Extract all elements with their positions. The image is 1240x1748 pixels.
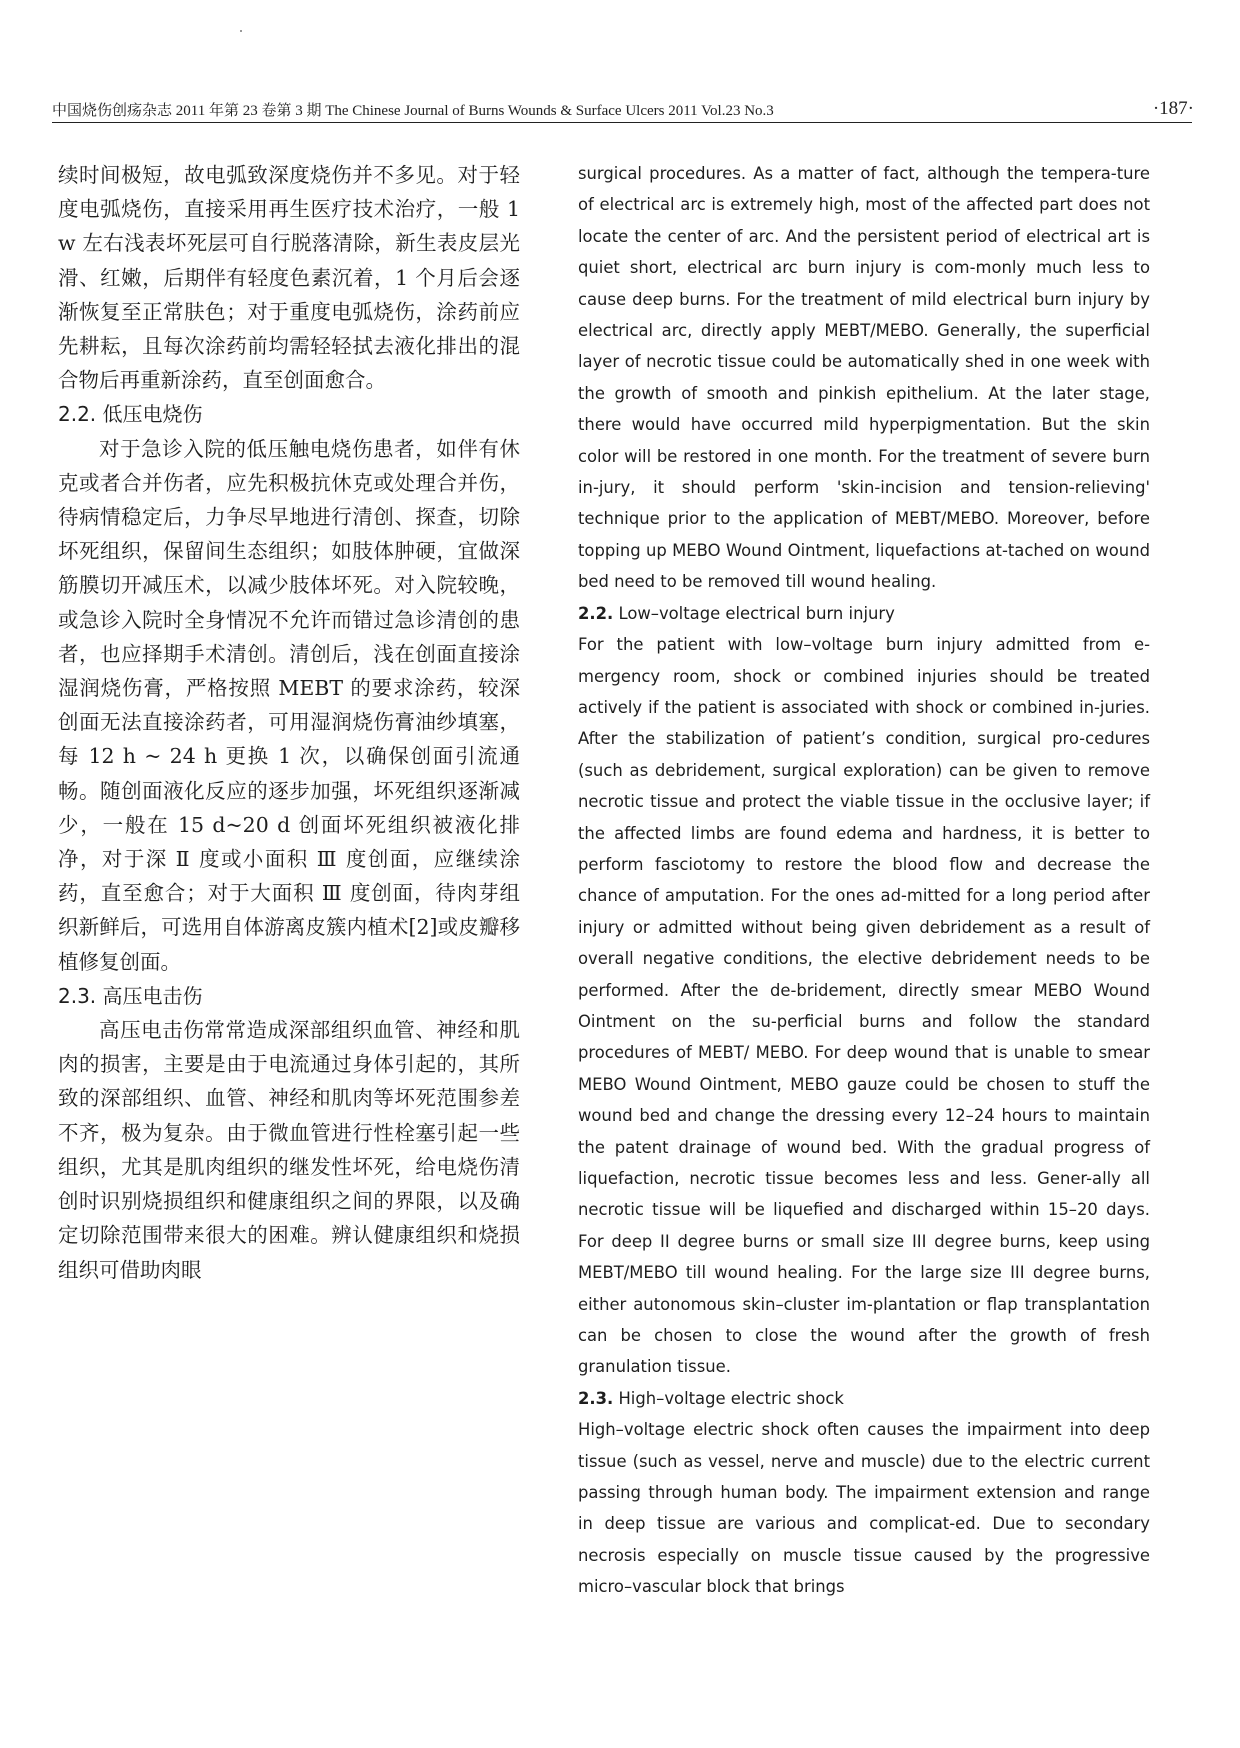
left-paragraph-3: 高压电击伤常常造成深部组织血管、神经和肌肉的损害，主要是由于电流通过身体引起的，其所致的深部组织、血管、神经和肌肉等坏死范围参差不齐，极为复杂。由于微血管进行性栓塞引起一些组织，尤其是肌肉组织的继发性坏死，给电烧伤清创时识别烧损组织和健康组织之间的界限，以及确定切除范围带来很大的困难。辨认健康组织和烧损组织可借助肉眼 [58, 1018, 520, 1282]
right-column-english [578, 158, 1150, 1603]
right-heading-2-3 [578, 1383, 1150, 1414]
left-column-chinese [58, 158, 520, 1287]
right-paragraph-2: For the patient with low–voltage burn injury admitted from e-mergency room, shock or combined injuries should be treated actively if the patient is associated with shock or combined in-juries. After the stabilization of patient’s condition, surgical pro-cedures (such as debridement, surgical exploration) can be given to remove necrotic tissue and protect the viable tissue in the occlusive layer; if the affected limbs are found edema and hardness, it is better to perform fasciotomy to restore the blood flow and decrease the chance of amputation. For the ones ad-mitted for a long period after injury or admitted without being given debridement as a result of overall negative conditions, the elective debridement needs to be performed. After the de-bridement, directly smear MEBO Wound Ointment on the su-perficial burns and follow the standard procedures of MEBT/ MEBO. For deep wound that is unable to smear MEBO Wound Ointment, MEBO gauze could be chosen to stuff the wound bed and change the dressing every 12–24 hours to maintain the patent drainage of wound bed. With the gradual progress of liquefaction, necrotic tissue becomes less and less. Gener-ally all necrotic tissue will be liquefied and discharged within 15–20 days. For deep II degree burns or small size III degree burns, keep using MEBT/MEBO till wound healing. For the large size III degree burns, either autonomous skin–cluster im-plantation or flap transplantation can be chosen to close the wound after the growth of fresh granulation tissue. [578, 635, 1150, 1377]
left-heading-2-3: 2.3. 高压电击伤 [58, 983, 203, 1008]
right-paragraph-3: High–voltage electric shock often causes the impairment into deep tissue (such as vessel, nerve and muscle) due to the electric current passing through human body. The impairment extension and range in deep tissue are various and complicat-ed. Due to secondary necrosis especially on muscle tissue caused by the progressive micro–vascular block that brings [578, 1420, 1150, 1597]
left-heading-2-2: 2.2. 低压电烧伤 [58, 402, 203, 427]
right-heading-2-2-text: Low–voltage electrical burn injury [613, 603, 895, 623]
right-paragraph-1: surgical procedures. As a matter of fact, although the tempera-ture of electrical arc is extremely high, most of the affected part does not locate the center of arc. And the persistent period of electrical art is quiet short, electrical arc burn injury is com-monly much less to cause deep burns. For the treatment of mild electrical burn injury by electrical arc, directly apply MEBT/MEBO. Generally, the superficial layer of necrotic tissue could be automatically shed in one week with the growth of smooth and pinkish epithelium. At the later stage, there would have occurred mild hyperpigmentation. But the skin color will be restored in one month. For the treatment of severe burn in-jury, it should perform 'skin-incision and tension-relieving' technique prior to the application of MEBT/MEBO. Moreover, before topping up MEBO Wound Ointment, liquefactions at-tached on wound bed need to be removed till wound healing. [578, 164, 1150, 592]
left-paragraph-2: 对于急诊入院的低压触电烧伤患者，如伴有休克或者合并伤者，应先积极抗休克或处理合并伤，待病情稳定后，力争尽早地进行清创、探查，切除坏死组织，保留间生态组织；如肢体肿硬，宜做深筋膜切开减压术，以减少肢体坏死。对入院较晚，或急诊入院时全身情况不允许而错过急诊清创的患者，也应择期手术清创。清创后，浅在创面直接涂湿润烧伤膏，严格按照 MEBT 的要求涂药，较深创面无法直接涂药者，可用湿润烧伤膏油纱填塞，每 12 h ~ 24 h 更换 1 次，以确保创面引流通畅。随创面液化反应的逐步加强，坏死组织逐渐减少，一般在 15 d~20 d 创面坏死组织被液化排净，对于深 Ⅱ 度或小面积 Ⅲ 度创面，应继续涂药，直至愈合；对于大面积 Ⅲ 度创面，待肉芽组织新鲜后，可选用自体游离皮簇内植术[2]或皮瓣移植修复创面。 [58, 436, 520, 974]
right-heading-2-3-text: High–voltage electric shock [613, 1388, 844, 1408]
page-number: ·187· [1152, 98, 1194, 119]
scan-mark [240, 30, 242, 32]
left-paragraph-1: 续时间极短，故电弧致深度烧伤并不多见。对于轻度电弧烧伤，直接采用再生医疗技术治疗，一般 1 w 左右浅表坏死层可自行脱落清除，新生表皮层光滑、红嫩，后期伴有轻度色素沉着，1 个月后会逐渐恢复至正常肤色；对于重度电弧烧伤，涂药前应先耕耘，且每次涂药前均需轻轻拭去液化排出的混合物后再重新涂药，直至创面愈合。 [58, 163, 520, 393]
right-heading-2-2 [578, 598, 1150, 629]
right-heading-2-2-number: 2.2. [578, 603, 614, 623]
right-heading-2-3-number: 2.3. [578, 1388, 614, 1408]
running-header: 中国烧伤创疡杂志 2011 年第 23 卷第 3 期 The Chinese Journal of Burns Wounds & Surface Ulcers 2011 Vol.23 No.3 [52, 103, 774, 119]
